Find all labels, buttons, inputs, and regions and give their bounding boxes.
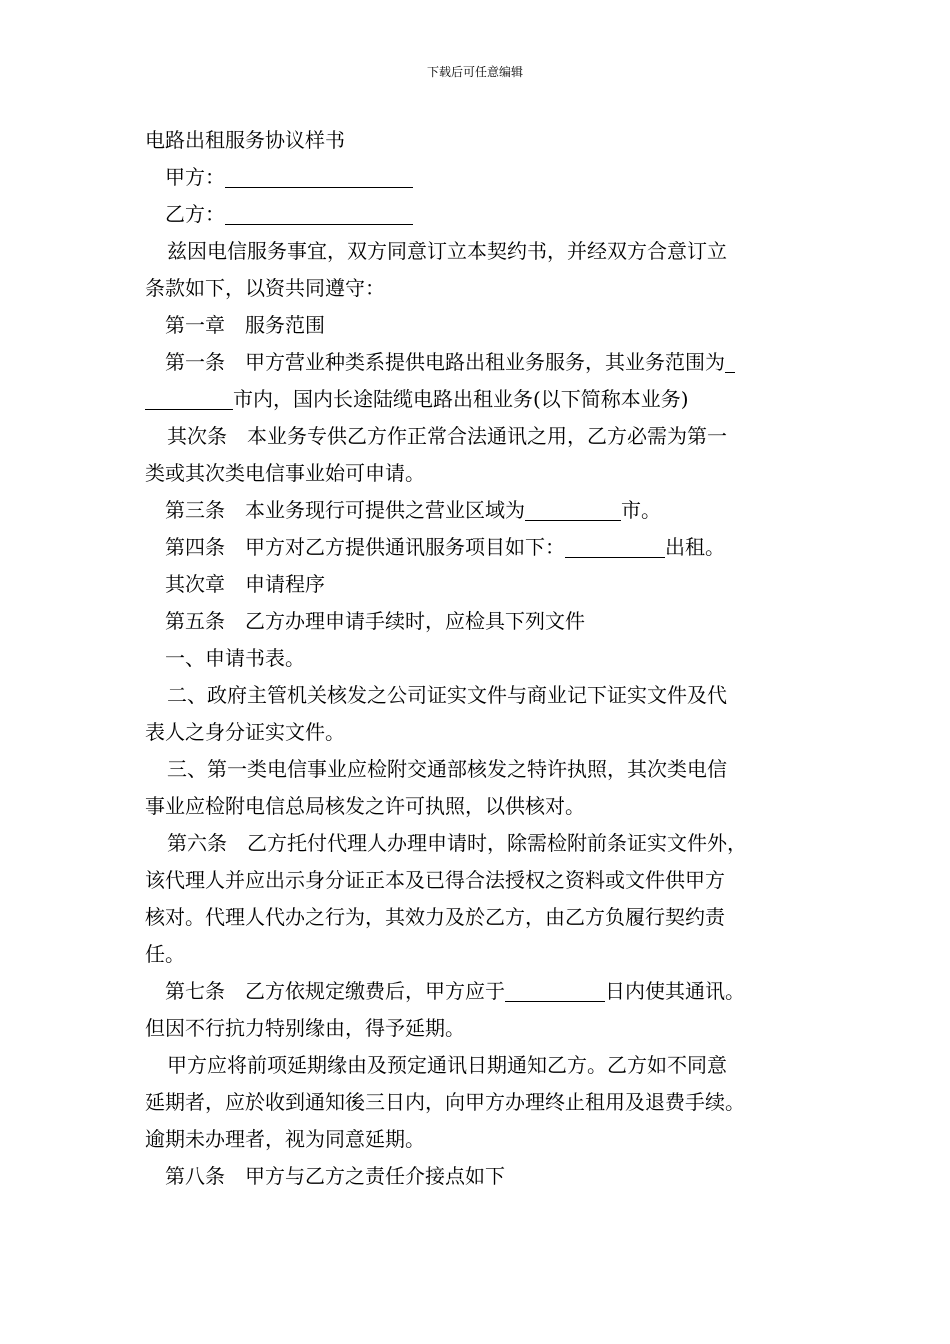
- article-7-text-1: 第七条 乙方依规定缴费后，甲方应于: [165, 979, 505, 1003]
- article-3-line: [145, 492, 813, 529]
- article-7-blank: [505, 979, 605, 1002]
- delay-line-2: 延期者，应於收到通知後三日内，向甲方办理终止租用及退费手续。: [145, 1090, 745, 1114]
- article-3-text-2: 市。: [621, 498, 661, 522]
- article-1-text-1: 第一条 甲方营业种类系提供电路出租业务服务，其业务范围为: [165, 350, 725, 374]
- party-a-label: 甲方：: [165, 165, 225, 189]
- item-2-line-2: 表人之身分证实文件。: [145, 720, 345, 744]
- item-3-line-1: 三、第一类电信事业应检附交通部核发之特许执照，其次类电信: [167, 757, 727, 781]
- article-2-line-2: 类或其次类电信事业始可申请。: [145, 461, 425, 485]
- article-4-text-2: 出租。: [665, 535, 725, 559]
- delay-line-3: 逾期未办理者，视为同意延期。: [145, 1127, 425, 1151]
- article-8-line: 第八条 甲方与乙方之责任介接点如下: [165, 1164, 505, 1188]
- article-6-line-1: 第六条 乙方托付代理人办理申请时，除需检附前条证实文件外，: [167, 831, 747, 855]
- article-6-line-4: 任。: [145, 942, 185, 966]
- article-6-line-3: 核对。代理人代办之行为，其效力及於乙方，由乙方负履行契约责: [145, 905, 725, 929]
- article-4-text-1: 第四条 甲方对乙方提供通讯服务项目如下：: [165, 535, 565, 559]
- intro-line-2: 条款如下，以资共同遵守：: [145, 276, 385, 300]
- article-7-text-2: 日内使其通讯。: [605, 979, 745, 1003]
- party-a-blank: [225, 165, 413, 188]
- article-7-line-1: [145, 973, 813, 1010]
- article-3-text-1: 第三条 本业务现行可提供之营业区域为: [165, 498, 525, 522]
- article-5-line: 第五条 乙方办理申请手续时，应检具下列文件: [165, 609, 585, 633]
- article-4-line: [145, 529, 813, 566]
- article-3-blank: [525, 498, 621, 521]
- header-note: 下载后可任意编辑: [426, 65, 523, 79]
- article-1-text-2: 市内，国内长途陆缆电路出租业务(以下简称本业务): [233, 387, 689, 411]
- article-1-line-1: [145, 344, 813, 381]
- article-6-line-2: 该代理人并应出示身分证正本及已得合法授权之资料或文件供甲方: [145, 868, 725, 892]
- page-header: [0, 64, 950, 80]
- delay-line-1: 甲方应将前项延期缘由及预定通讯日期通知乙方。乙方如不同意: [167, 1053, 727, 1077]
- document-body: [145, 122, 813, 1195]
- party-b-line: [145, 196, 813, 233]
- article-4-blank: [565, 535, 665, 558]
- intro-line-1: 兹因电信服务事宜，双方同意订立本契约书，并经双方合意订立: [167, 239, 727, 263]
- item-2-line-1: 二、政府主管机关核发之公司证实文件与商业记下证实文件及代: [167, 683, 727, 707]
- document-title: 电路出租服务协议样书: [145, 128, 345, 152]
- party-b-blank: [225, 202, 413, 225]
- party-b-label: 乙方：: [165, 202, 225, 226]
- article-1-line-2: [145, 381, 813, 418]
- article-7-line-2: 但因不行抗力特别缘由，得予延期。: [145, 1016, 465, 1040]
- item-3-line-2: 事业应检附电信总局核发之许可执照，以供核对。: [145, 794, 585, 818]
- article-1-blank-a: [725, 350, 735, 373]
- article-2-line-1: 其次条 本业务专供乙方作正常合法通讯之用，乙方必需为第一: [167, 424, 727, 448]
- chapter-2-heading: 其次章 申请程序: [165, 572, 325, 596]
- chapter-1-heading: 第一章 服务范围: [165, 313, 325, 337]
- item-1-line: 一、申请书表。: [165, 646, 305, 670]
- party-a-line: [145, 159, 813, 196]
- article-1-blank-b: [145, 387, 233, 410]
